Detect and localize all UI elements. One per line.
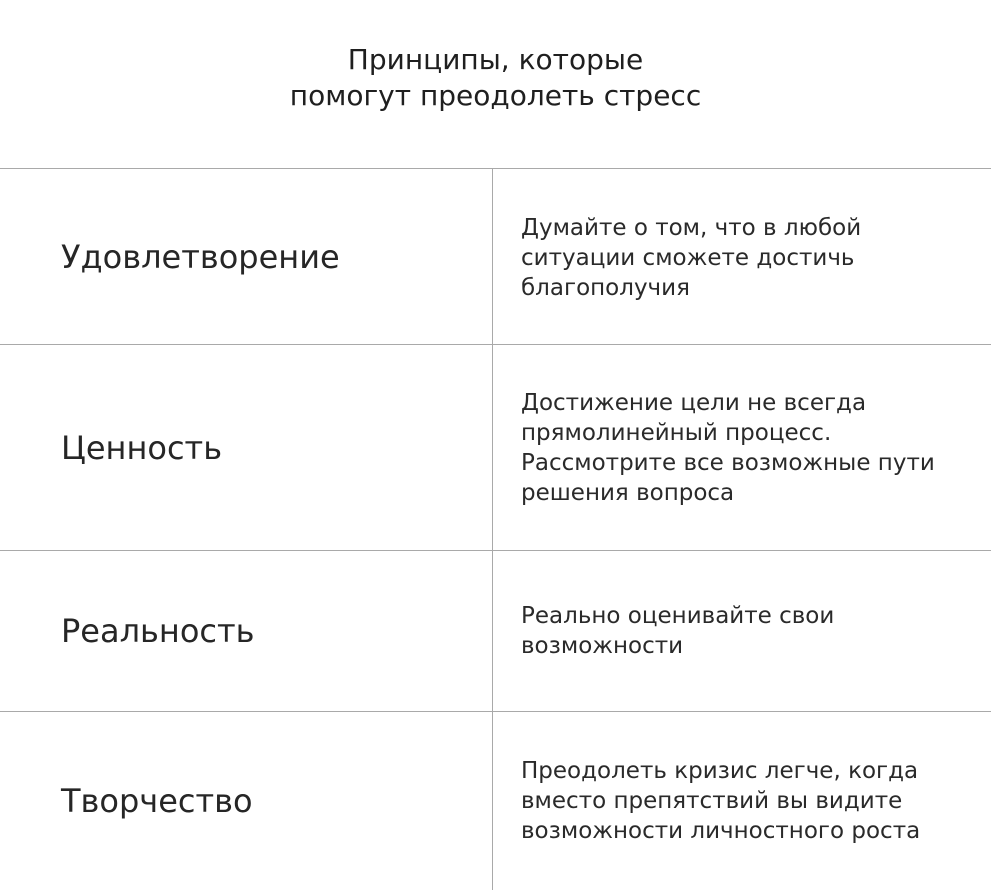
- principle-name: Удовлетворение: [0, 169, 493, 344]
- principle-name: Ценность: [0, 345, 493, 550]
- principle-name: Творчество: [0, 712, 493, 890]
- principle-name: Реальность: [0, 551, 493, 711]
- principles-table: [0, 168, 991, 890]
- principle-description-cell: [493, 551, 991, 711]
- principle-description: Достижение цели не всегда прямолинейный процесс. Рассмотрите все возможные пути решения вопроса: [521, 389, 935, 506]
- table-row: [0, 169, 991, 345]
- principle-description-cell: [493, 712, 991, 890]
- principle-description: Думайте о том, что в любой ситуации сможете достичь благополучия: [521, 214, 862, 301]
- principle-description: Реально оценивайте свои возможности: [521, 603, 835, 659]
- principle-description-cell: [493, 345, 991, 550]
- table-row: [0, 712, 991, 890]
- principle-description-cell: [493, 169, 991, 344]
- page-title-line-1: Принципы, которые: [347, 43, 644, 76]
- table-row: [0, 345, 991, 551]
- page-title: [0, 42, 991, 114]
- table-row: [0, 551, 991, 712]
- principle-description: Преодолеть кризис легче, когда вместо препятствий вы видите возможности личностного роста: [521, 758, 921, 844]
- page-title-line-2: помогут преодолеть стресс: [289, 79, 702, 112]
